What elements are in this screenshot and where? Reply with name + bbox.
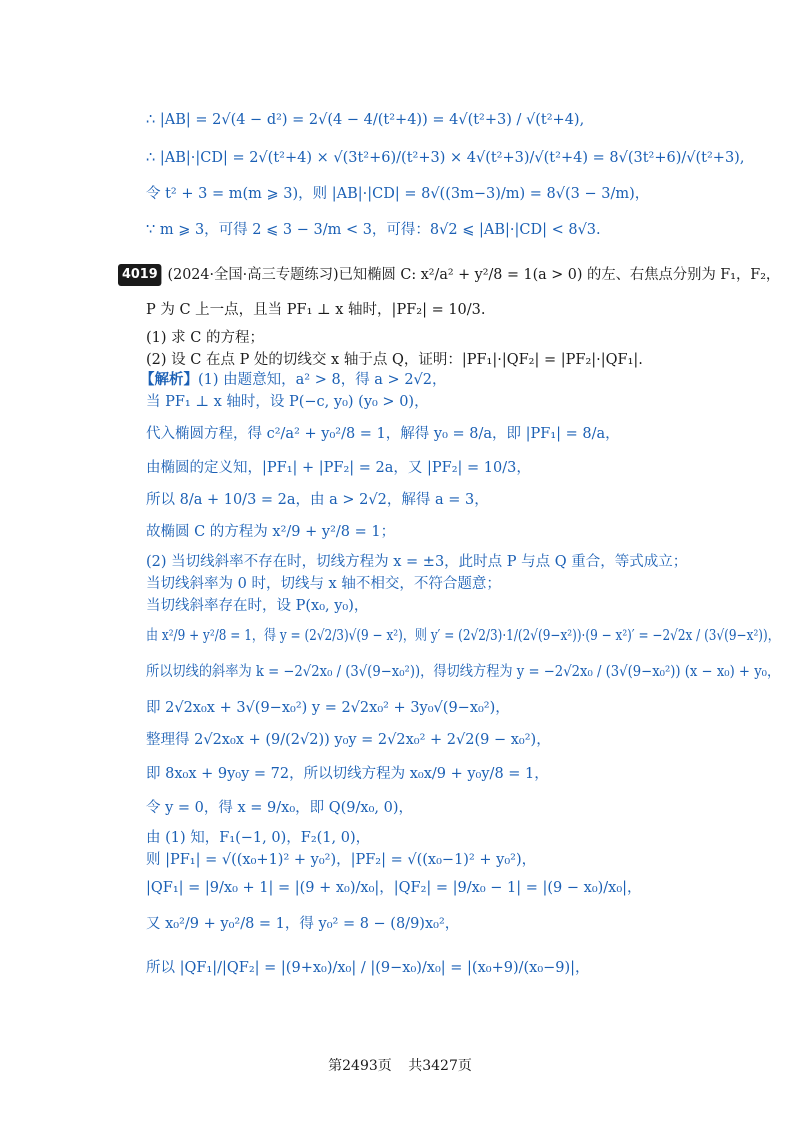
prev-solution-line-3: 令 t² + 3 = m(m ⩾ 3)，则 |AB|·|CD| = 8√((3m−3)/m) = 8√(3 − 3/m)， [146, 186, 650, 202]
solution-line-13: 即 8x₀x + 9y₀y = 72，所以切线方程为 x₀x/9 + y₀y/8 = 1， [146, 766, 549, 782]
solution-line-3: 由椭圆的定义知，|PF₁| + |PF₂| = 2a，又 |PF₂| = 10/3， [146, 460, 531, 476]
solution-line-2: 代入椭圆方程，得 c²/a² + y₀²/8 = 1，解得 y₀ = 8/a，即 |PF₁| = 8/a， [146, 426, 620, 442]
problem-number-badge: 4019 [118, 264, 162, 286]
prev-solution-line-2: ∴ |AB|·|CD| = 2√(t²+4) × √(3t²+6)/(t²+3) × 4√(t²+3)/√(t²+4) = 8√(3t²+6)/√(t²+3), [146, 150, 745, 166]
solution-line-9: 由 x²/9 + y²/8 = 1，得 y = (2√2/3)√(9 − x²)，则 y′ = (2√2/3)·1/(2√(9−x²))·(9 − x²)′ = −2√2x / (3√(9−x²))， [146, 628, 780, 644]
solution-line-7: 当切线斜率为 0 时，切线与 x 轴不相交，不符合题意； [146, 576, 501, 592]
solution-line-16: 则 |PF₁| = √((x₀+1)² + y₀²)，|PF₂| = √((x₀−1)² + y₀²)， [146, 852, 537, 868]
page-number: 第2493页 [328, 1058, 392, 1074]
solution-line-10: 所以切线的斜率为 k = −2√2x₀ / (3√(9−x₀²))，得切线方程为 y = −2√2x₀ / (3√(9−x₀²)) (x − x₀) + y₀， [146, 664, 781, 680]
solution-tag: 【解析】 [140, 371, 198, 388]
solution-line-11: 即 2√2x₀x + 3√(9−x₀²) y = 2√2x₀² + 3y₀√(9−x₀²)， [146, 700, 510, 716]
solution-line-6: (2) 当切线斜率不存在时，切线方程为 x = ±3，此时点 P 与点 Q 重合，等式成立； [146, 554, 688, 570]
problem-stem-2: P 为 C 上一点，且当 PF₁ ⊥ x 轴时，|PF₂| = 10/3. [146, 302, 486, 318]
solution-line-17: |QF₁| = |9/x₀ + 1| = |(9 + x₀)/x₀|，|QF₂| = |9/x₀ − 1| = |(9 − x₀)/x₀|， [146, 880, 642, 896]
solution-line-18: 又 x₀²/9 + y₀²/8 = 1，得 y₀² = 8 − (8/9)x₀²， [146, 916, 460, 932]
problem-stem-1: (2024·全国·高三专题练习)已知椭圆 C: x²/a² + y²/8 = 1(a > 0) 的左、右焦点分别为 F₁，F₂， [167, 267, 781, 283]
problem-part-2: (2) 设 C 在点 P 处的切线交 x 轴于点 Q，证明：|PF₁|·|QF₂| = |PF₂|·|QF₁|. [146, 352, 643, 368]
solution-line-15: 由 (1) 知，F₁(−1, 0)，F₂(1, 0)， [146, 830, 371, 846]
solution-line-12: 整理得 2√2x₀x + (9/(2√2)) y₀y = 2√2x₀² + 2√2(9 − x₀²)， [146, 732, 551, 748]
prev-solution-line-1: ∴ |AB| = 2√(4 − d²) = 2√(4 − 4/(t²+4)) = 4√(t²+3) / √(t²+4), [146, 112, 585, 128]
solution-line-0 [140, 370, 447, 390]
page-total: 共3427页 [408, 1058, 472, 1074]
solution-line-8: 当切线斜率存在时，设 P(x₀, y₀)， [146, 598, 369, 614]
problem-line-1 [118, 264, 780, 286]
prev-solution-line-4: ∵ m ⩾ 3，可得 2 ⩽ 3 − 3/m < 3，可得：8√2 ⩽ |AB|·|CD| < 8√3. [146, 222, 601, 238]
solution-first-line: (1) 由题意知，a² > 8，得 a > 2√2， [198, 372, 447, 388]
solution-line-1: 当 PF₁ ⊥ x 轴时，设 P(−c, y₀) (y₀ > 0)， [146, 394, 429, 410]
solution-line-14: 令 y = 0，得 x = 9/x₀，即 Q(9/x₀, 0)， [146, 800, 414, 816]
problem-part-1: (1) 求 C 的方程； [146, 330, 264, 346]
solution-line-4: 所以 8/a + 10/3 = 2a，由 a > 2√2，解得 a = 3， [146, 492, 489, 508]
page-footer [0, 1055, 800, 1075]
solution-line-5: 故椭圆 C 的方程为 x²/9 + y²/8 = 1； [146, 524, 396, 540]
solution-line-19: 所以 |QF₁|/|QF₂| = |(9+x₀)/x₀| / |(9−x₀)/x₀| = |(x₀+9)/(x₀−9)|， [146, 960, 590, 976]
